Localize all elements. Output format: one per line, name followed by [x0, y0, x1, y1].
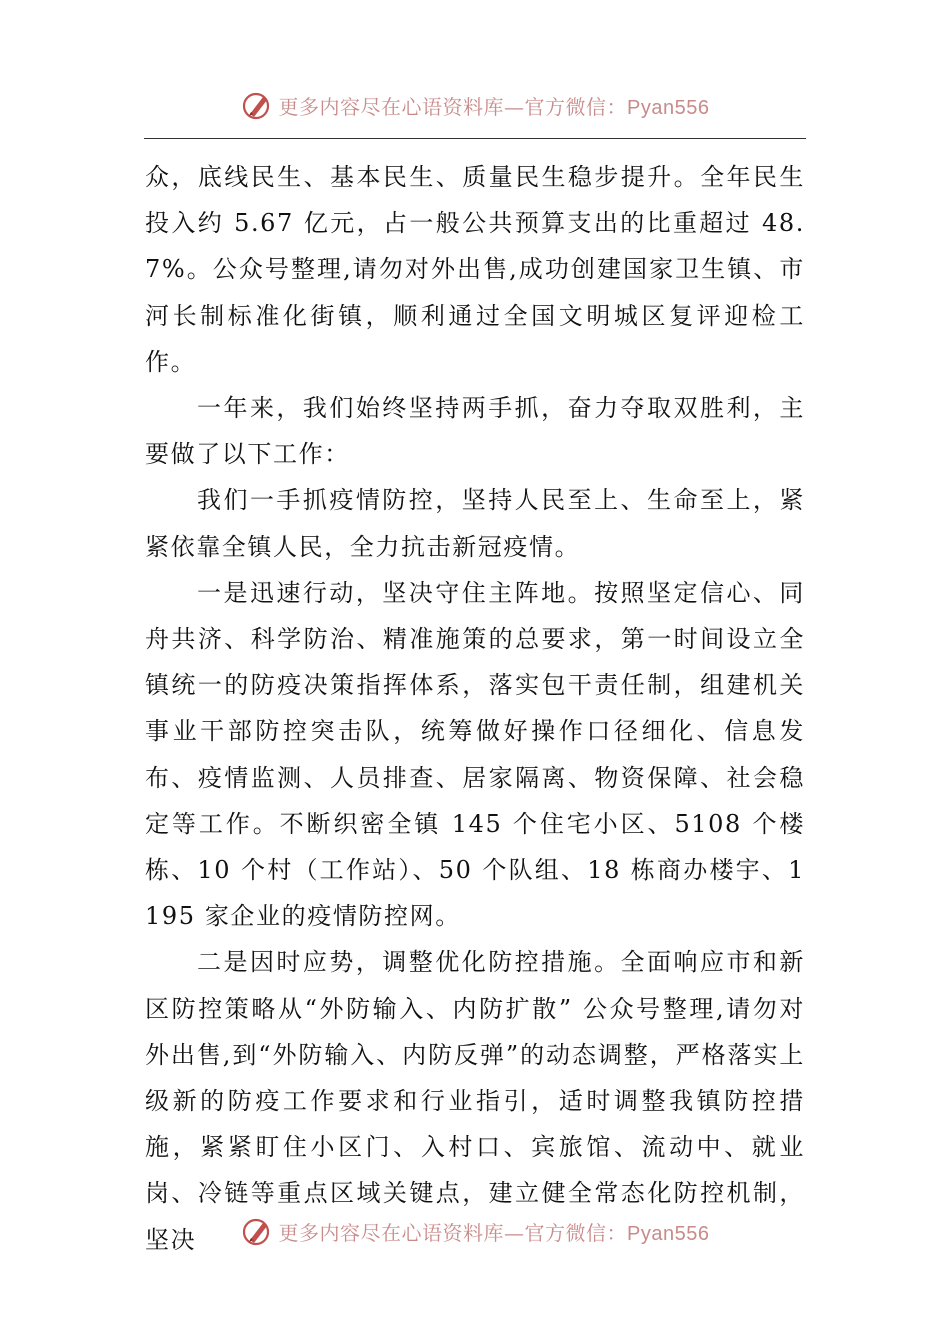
header-watermark — [0, 85, 950, 125]
pen-logo-icon — [241, 89, 273, 121]
paragraph-3: 我们一手抓疫情防控，坚持人民至上、生命至上，紧紧依靠全镇人民，全力抗击新冠疫情。 — [145, 486, 805, 561]
document-body — [145, 154, 805, 1263]
paragraph-1: 众，底线民生、基本民生、质量民生稳步提升。全年民生投入约 5.67 亿元，占一般公共预算支出的比重超过 48.7%。公众号整理,请勿对外出售,成功创建国家卫生镇、市河长制标准化街镇，顺利通过全国文明城区复评迎检工作。 — [145, 163, 805, 376]
watermark-handle: Pyan556 — [627, 1222, 710, 1245]
footer-watermark — [0, 1211, 950, 1251]
paragraph-2: 一年来，我们始终坚持两手抓，奋力夺取双胜利，主要做了以下工作： — [145, 394, 805, 469]
watermark-text: 更多内容尽在心语资料库—官方微信：Pyan556 — [278, 1220, 710, 1245]
header-rule — [144, 138, 806, 139]
watermark-handle: Pyan556 — [627, 96, 710, 119]
paragraph-4: 一是迅速行动，坚决守住主阵地。按照坚定信心、同舟共济、科学防治、精准施策的总要求，第一时间设立全镇统一的防疫决策指挥体系，落实包干责任制，组建机关事业干部防控突击队，统筹做好操作口径细化、信息发布、疫情监测、人员排查、居家隔离、物资保障、社会稳定等工作。不断织密全镇 145 个住宅小区、5108 个楼栋、10 个村（工作站）、50 个队组、18 栋商办楼宇、1195 家企业的疫情防控网。 — [145, 578, 805, 931]
paragraph-5: 二是因时应势，调整优化防控措施。全面响应市和新区防控策略从“外防输入、内防扩散” 公众号整理,请勿对外出售,到“外防输入、内防反弹”的动态调整，严格落实上级新的防疫工作要求和行业指引，适时调整我镇防控措施，紧紧盯住小区门、入村口、宾旅馆、流动中、就业岗、冷链等重点区域关键点，建立健全常态化防控机制，坚决 — [145, 948, 805, 1254]
watermark-text: 更多内容尽在心语资料库—官方微信：Pyan556 — [278, 94, 710, 119]
pen-logo-icon — [241, 1215, 273, 1247]
